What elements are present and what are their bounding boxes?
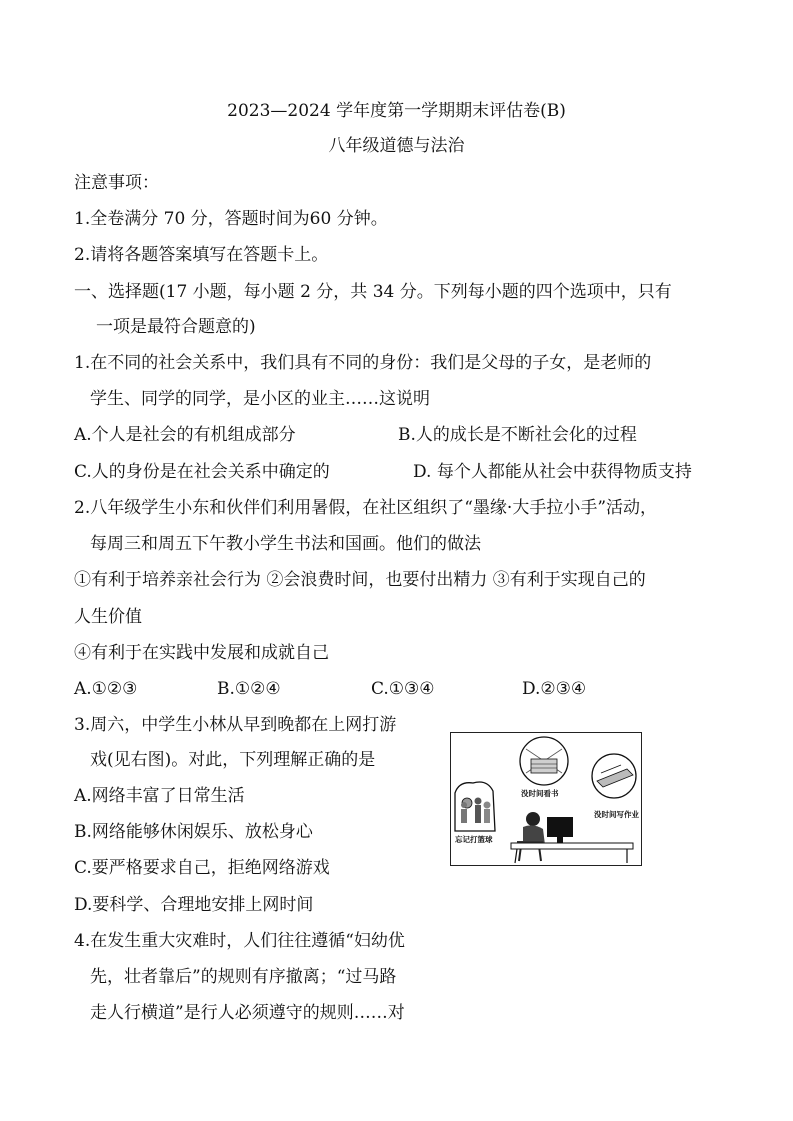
- question-3-option-c: C.要严格要求自己，拒绝网络游戏: [74, 858, 330, 878]
- question-2-stem-cont: 每周三和周五下午教小学生书法和国画。他们的做法: [90, 534, 481, 554]
- question-3-option-b: B.网络能够休闲娱乐、放松身心: [74, 822, 313, 842]
- question-4-stem: 4.在发生重大灾难时，人们往往遵循“妇幼优: [74, 931, 405, 951]
- boy-head: [526, 812, 540, 826]
- computer-monitor: [547, 817, 573, 837]
- section-1-heading: 一、选择题(17 小题，每小题 2 分，共 34 分。下列每小题的四个选项中，只有: [74, 282, 672, 302]
- caption-no-time-homework: 没时间写作业: [594, 810, 639, 819]
- notice-heading: 注意事项：: [74, 173, 159, 193]
- question-1-stem-cont: 学生、同学的同学，是小区的业主……这说明: [90, 389, 430, 409]
- caption-no-time-reading: 没时间看书: [521, 789, 559, 798]
- question-3-illustration: [450, 732, 642, 866]
- question-1-option-c: C.人的身份是在社会关系中确定的: [74, 462, 330, 482]
- question-3-option-a: A.网络丰富了日常生活: [74, 786, 245, 806]
- question-4-stem-cont-1: 先，壮者靠后”的规则有序撤离；“过马路: [90, 967, 397, 987]
- question-1-option-d: D. 每个人都能从社会中获得物质支持: [413, 462, 692, 482]
- gaming-cartoon: [451, 733, 641, 865]
- caption-forgot-basketball: 忘记打篮球: [455, 835, 493, 844]
- question-3-stem-cont: 戏(见右图)。对此，下列理解正确的是: [90, 750, 376, 770]
- exam-subtitle: 八年级道德与法治: [328, 136, 465, 156]
- question-2-option-c: C.①③④: [371, 679, 435, 699]
- desk: [511, 843, 633, 849]
- question-2-stem: 2.八年级学生小东和伙伴们利用暑假，在社区组织了“墨缘·大手拉小手”活动，: [74, 498, 658, 518]
- question-2-option-a: A.①②③: [74, 679, 138, 699]
- question-2-option-b: B.①②④: [217, 679, 281, 699]
- question-1-option-a: A.个人是社会的有机组成部分: [74, 425, 296, 445]
- question-1-stem: 1.在不同的社会关系中，我们具有不同的身份：我们是父母的子女，是老师的: [74, 353, 652, 373]
- question-2-statements: ①有利于培养亲社会行为 ②会浪费时间，也要付出精力 ③有利于实现自己的: [74, 570, 646, 590]
- question-1-option-b: B.人的成长是不断社会化的过程: [398, 425, 637, 445]
- question-2-statement-4: ④有利于在实践中发展和成就自己: [74, 643, 329, 663]
- notice-item-1: 1.全卷满分 70 分，答题时间为60 分钟。: [74, 209, 388, 229]
- section-1-heading-cont: 一项是最符合题意的): [96, 317, 256, 337]
- question-4-stem-cont-2: 走人行横道”是行人必须遵守的规则……对: [90, 1003, 405, 1023]
- question-2-option-d: D.②③④: [522, 679, 587, 699]
- question-2-statements-cont: 人生价值: [74, 607, 142, 627]
- notice-item-2: 2.请将各题答案填写在答题卡上。: [74, 245, 329, 265]
- question-3-stem: 3.周六，中学生小林从早到晚都在上网打游: [74, 715, 397, 735]
- question-3-option-d: D.要科学、合理地安排上网时间: [74, 895, 314, 915]
- exam-title: 2023—2024 学年度第一学期期末评估卷(B): [227, 101, 566, 121]
- books-icon: [531, 759, 557, 773]
